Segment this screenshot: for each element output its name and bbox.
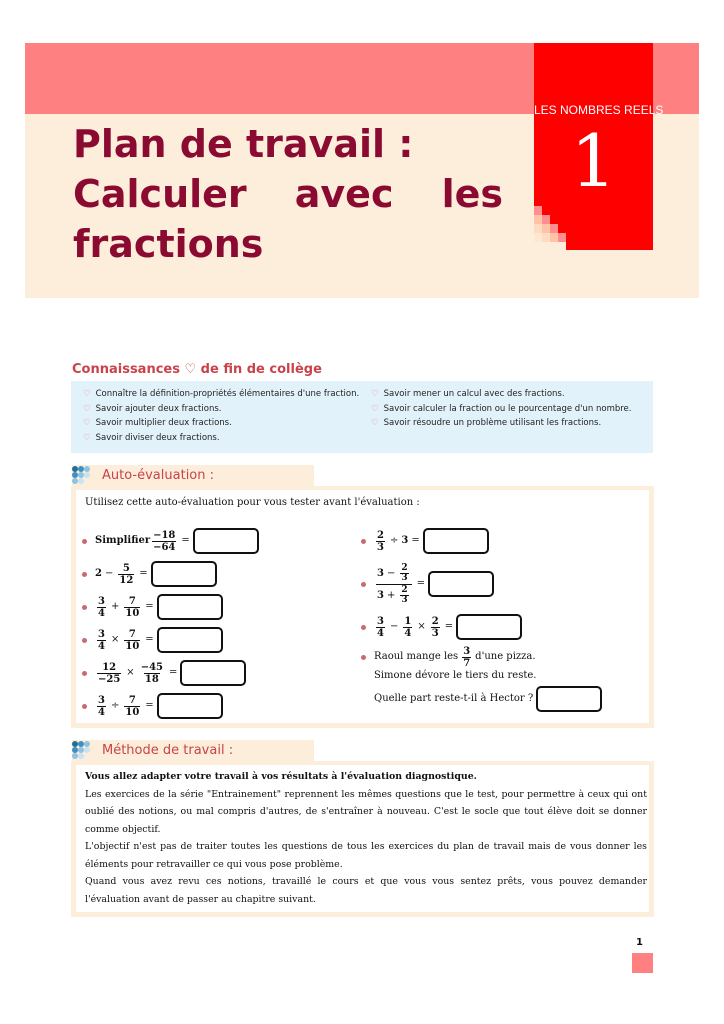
auto-eval-content: [76, 490, 649, 723]
operator: ÷: [389, 535, 399, 546]
exercise-simplify: [82, 527, 259, 555]
knowledge-text: Connaître la définition-propriétés élémentaires d'une fraction.: [95, 389, 360, 399]
operand: 3: [401, 535, 409, 546]
exercise-subtract: [82, 560, 217, 588]
numerator: 3: [377, 615, 384, 627]
method-paragraph: L'objectif n'est pas de traiter toutes les questions de tous les exercices du plan de travail mais de vous donner les éléments pour retravailler ce qui vous pose problème.: [85, 841, 647, 870]
pixel-decoration: [542, 224, 550, 233]
operator: ÷: [110, 700, 120, 711]
numerator: −45: [140, 661, 163, 673]
fraction: [400, 586, 408, 605]
bullet: [82, 704, 87, 709]
pixel-decoration: [542, 233, 550, 242]
denominator: 10: [125, 640, 140, 652]
knowledge-item: [83, 402, 359, 417]
problem-text: [374, 645, 602, 713]
fraction: [97, 695, 106, 718]
answer-box[interactable]: [157, 594, 223, 620]
denominator: 18: [144, 673, 159, 685]
denominator: 7: [463, 657, 471, 669]
page-title: [73, 119, 503, 269]
auto-eval-intro: Utilisez cette auto-évaluation pour vous tester avant l'évaluation :: [85, 497, 420, 508]
method-lead: Vous allez adapter votre travail à vos résultats à l'évaluation diagnostique.: [85, 771, 477, 782]
chapter-header: [25, 43, 699, 298]
method-box: [71, 761, 654, 917]
title-word: avec: [294, 172, 394, 216]
exercise-complex-fraction: [361, 560, 494, 608]
numerator: 12: [102, 661, 117, 673]
numerator: 3: [98, 694, 105, 706]
operator: ×: [110, 634, 120, 645]
title-line-2: [73, 169, 503, 219]
exercise-add: [82, 593, 223, 621]
title-line-1: Plan de travail :: [73, 122, 414, 166]
pixel-decoration: [542, 215, 550, 224]
knowledge-text: Savoir mener un calcul avec des fractions.: [383, 389, 565, 399]
numerator: 7: [128, 628, 136, 640]
operator: −: [104, 568, 114, 579]
answer-box[interactable]: [180, 660, 246, 686]
pixel-decoration: [534, 224, 542, 233]
equals-sign: =: [411, 535, 420, 546]
operator: ×: [126, 667, 135, 678]
operand: 3: [377, 589, 384, 601]
knowledge-list-left: [83, 387, 359, 445]
numerator: 7: [128, 595, 136, 607]
numerator: 2: [401, 584, 408, 595]
numerator: 3: [98, 595, 105, 607]
equals-sign: =: [139, 568, 148, 579]
denominator: 4: [377, 627, 384, 639]
numerator: 3: [463, 645, 471, 657]
equals-sign: =: [145, 634, 154, 645]
fraction: [118, 563, 134, 586]
operator: −: [389, 621, 399, 632]
heart-icon: ♡: [83, 432, 91, 443]
knowledge-text: Savoir multiplier deux fractions.: [95, 418, 232, 428]
knowledge-item: [83, 416, 359, 431]
denominator: 4: [98, 607, 105, 619]
knowledge-box: [71, 381, 653, 453]
method-content: [76, 765, 649, 912]
method-paragraph: Les exercices de la série "Entrainement" reprennent les mêmes questions que le test, pour permettre à ceux qui ont oublié des notions, ou mal compris d'autres, de s'entraîner à nouveau. C'est le socle que tout élève doit se donner comme objectif.: [85, 788, 647, 835]
fraction: [97, 596, 106, 619]
problem-line-1: [374, 645, 602, 669]
heart-icon: ♡: [83, 418, 91, 428]
method-header: [72, 740, 314, 762]
answer-box[interactable]: [193, 528, 259, 554]
method-paragraph: Quand vous avez revu ces notions, travaillé le cours et que vous vous sentez prêts, vous pouvez demander l'évaluation avant de passer au chapitre suivant.: [85, 876, 647, 905]
answer-box[interactable]: [151, 561, 217, 587]
fraction: [431, 616, 440, 639]
text: Raoul mange les: [374, 651, 459, 662]
pixel-decoration: [558, 233, 566, 242]
fraction: [376, 616, 385, 639]
numerator: 5: [122, 562, 130, 574]
denominator: [376, 584, 412, 605]
denominator: 4: [404, 627, 412, 639]
numerator: 2: [431, 615, 439, 627]
numerator: 2: [401, 562, 408, 573]
exercise-divide: [82, 692, 223, 720]
problem-line-3: [374, 685, 602, 713]
denominator: 10: [125, 607, 140, 619]
bullet: [82, 671, 87, 676]
page-number: 1: [636, 937, 643, 948]
page-marker: [632, 953, 653, 973]
bullet: [82, 539, 87, 544]
denominator: 3: [401, 594, 408, 605]
auto-eval-header: [72, 465, 314, 487]
knowledge-item: [371, 402, 631, 417]
knowledge-item: [83, 387, 359, 402]
heart-icon: ♡: [83, 389, 91, 399]
numerator: −18: [153, 529, 176, 541]
equals-sign: =: [168, 667, 178, 678]
fraction: [124, 695, 140, 718]
heart-icon: ♡: [371, 403, 379, 414]
operator: ×: [417, 621, 426, 632]
pixel-decoration: [534, 206, 542, 215]
equals-sign: =: [444, 621, 454, 632]
fraction: [124, 596, 140, 619]
operand: 2: [95, 568, 102, 579]
text: d'une pizza.: [475, 651, 536, 662]
numerator: 1: [404, 615, 412, 627]
denominator: 12: [119, 574, 134, 586]
dots-icon: [72, 740, 94, 762]
numerator: 7: [128, 694, 136, 706]
knowledge-text: Savoir résoudre un problème utilisant les fractions.: [383, 418, 602, 428]
chapter-number: 1: [570, 119, 617, 203]
denominator: 3: [377, 541, 384, 553]
answer-box[interactable]: [157, 627, 223, 653]
equals-sign: =: [416, 578, 426, 589]
heart-icon: ♡: [83, 403, 91, 414]
knowledge-text: Savoir calculer la fraction ou le pourcentage d'un nombre.: [383, 403, 632, 414]
method-text: [85, 768, 647, 908]
text: Quelle part reste-t-il à Hector ?: [374, 693, 534, 704]
equals-sign: =: [145, 700, 154, 711]
knowledge-item: [371, 416, 631, 431]
title-line-3: fractions: [73, 222, 264, 266]
title-word: Calculer: [73, 172, 247, 216]
knowledge-title: Connaissances ♡ de fin de collège: [72, 362, 322, 377]
answer-box[interactable]: [428, 571, 494, 597]
fraction: [403, 616, 412, 639]
pixel-decoration: [550, 224, 558, 233]
fraction: [97, 662, 121, 685]
knowledge-item: [371, 387, 631, 402]
exercise-multiply-negative: [82, 659, 246, 687]
denominator: 4: [98, 640, 105, 652]
knowledge-list-right: [371, 387, 631, 431]
bullet: [82, 605, 87, 610]
auto-eval-title: Auto-évaluation :: [102, 468, 215, 483]
denominator: −25: [98, 673, 121, 685]
fraction: [152, 530, 176, 553]
equals-sign: =: [145, 601, 154, 612]
answer-box[interactable]: [157, 693, 223, 719]
numerator: 2: [377, 529, 384, 541]
fraction: [400, 564, 408, 583]
bullet: [361, 655, 366, 660]
title-word: les: [441, 172, 503, 216]
equals-sign: =: [181, 535, 190, 546]
knowledge-text: Savoir ajouter deux fractions.: [95, 403, 222, 414]
bullet: [361, 539, 366, 544]
bullet: [361, 582, 366, 587]
exercise-label: Simplifier: [95, 535, 151, 546]
pixel-decoration: [534, 215, 542, 224]
heart-icon: ♡: [371, 418, 379, 428]
denominator: 4: [98, 706, 105, 718]
pixel-decoration: [534, 242, 566, 250]
pixel-decoration: [550, 233, 558, 242]
denominator: 10: [125, 706, 140, 718]
bullet: [361, 625, 366, 630]
heart-icon: ♡: [371, 389, 379, 399]
problem-line-2: Simone dévore le tiers du reste.: [374, 670, 537, 681]
bullet: [82, 572, 87, 577]
exercise-divide-integer: [361, 527, 489, 555]
auto-eval-box: [71, 486, 654, 728]
knowledge-text: Savoir diviser deux fractions.: [95, 432, 220, 443]
operand: 3: [377, 567, 384, 579]
numerator: [376, 564, 412, 584]
fraction: [462, 646, 471, 669]
operator: +: [386, 589, 396, 601]
exercise-multiply: [82, 626, 223, 654]
dots-icon: [72, 465, 94, 487]
fraction: [124, 629, 140, 652]
knowledge-item: [83, 431, 359, 446]
answer-box[interactable]: [456, 614, 522, 640]
operator: +: [110, 601, 120, 612]
complex-fraction: [376, 564, 412, 605]
operator: −: [386, 567, 396, 579]
answer-box[interactable]: [423, 528, 489, 554]
numerator: 3: [98, 628, 105, 640]
chapter-label: LES NOMBRES REELS: [534, 103, 664, 117]
fraction: [376, 530, 385, 553]
exercise-pizza-problem: [361, 645, 602, 713]
denominator: 3: [431, 627, 439, 639]
denominator: −64: [153, 541, 176, 553]
method-title: Méthode de travail :: [102, 743, 234, 758]
chapter-badge: [534, 43, 664, 250]
denominator: 3: [401, 572, 408, 583]
pixel-decoration: [534, 233, 542, 242]
fraction: [140, 662, 164, 685]
exercise-priority: [361, 613, 522, 641]
fraction: [97, 629, 106, 652]
answer-box[interactable]: [536, 686, 602, 712]
bullet: [82, 638, 87, 643]
